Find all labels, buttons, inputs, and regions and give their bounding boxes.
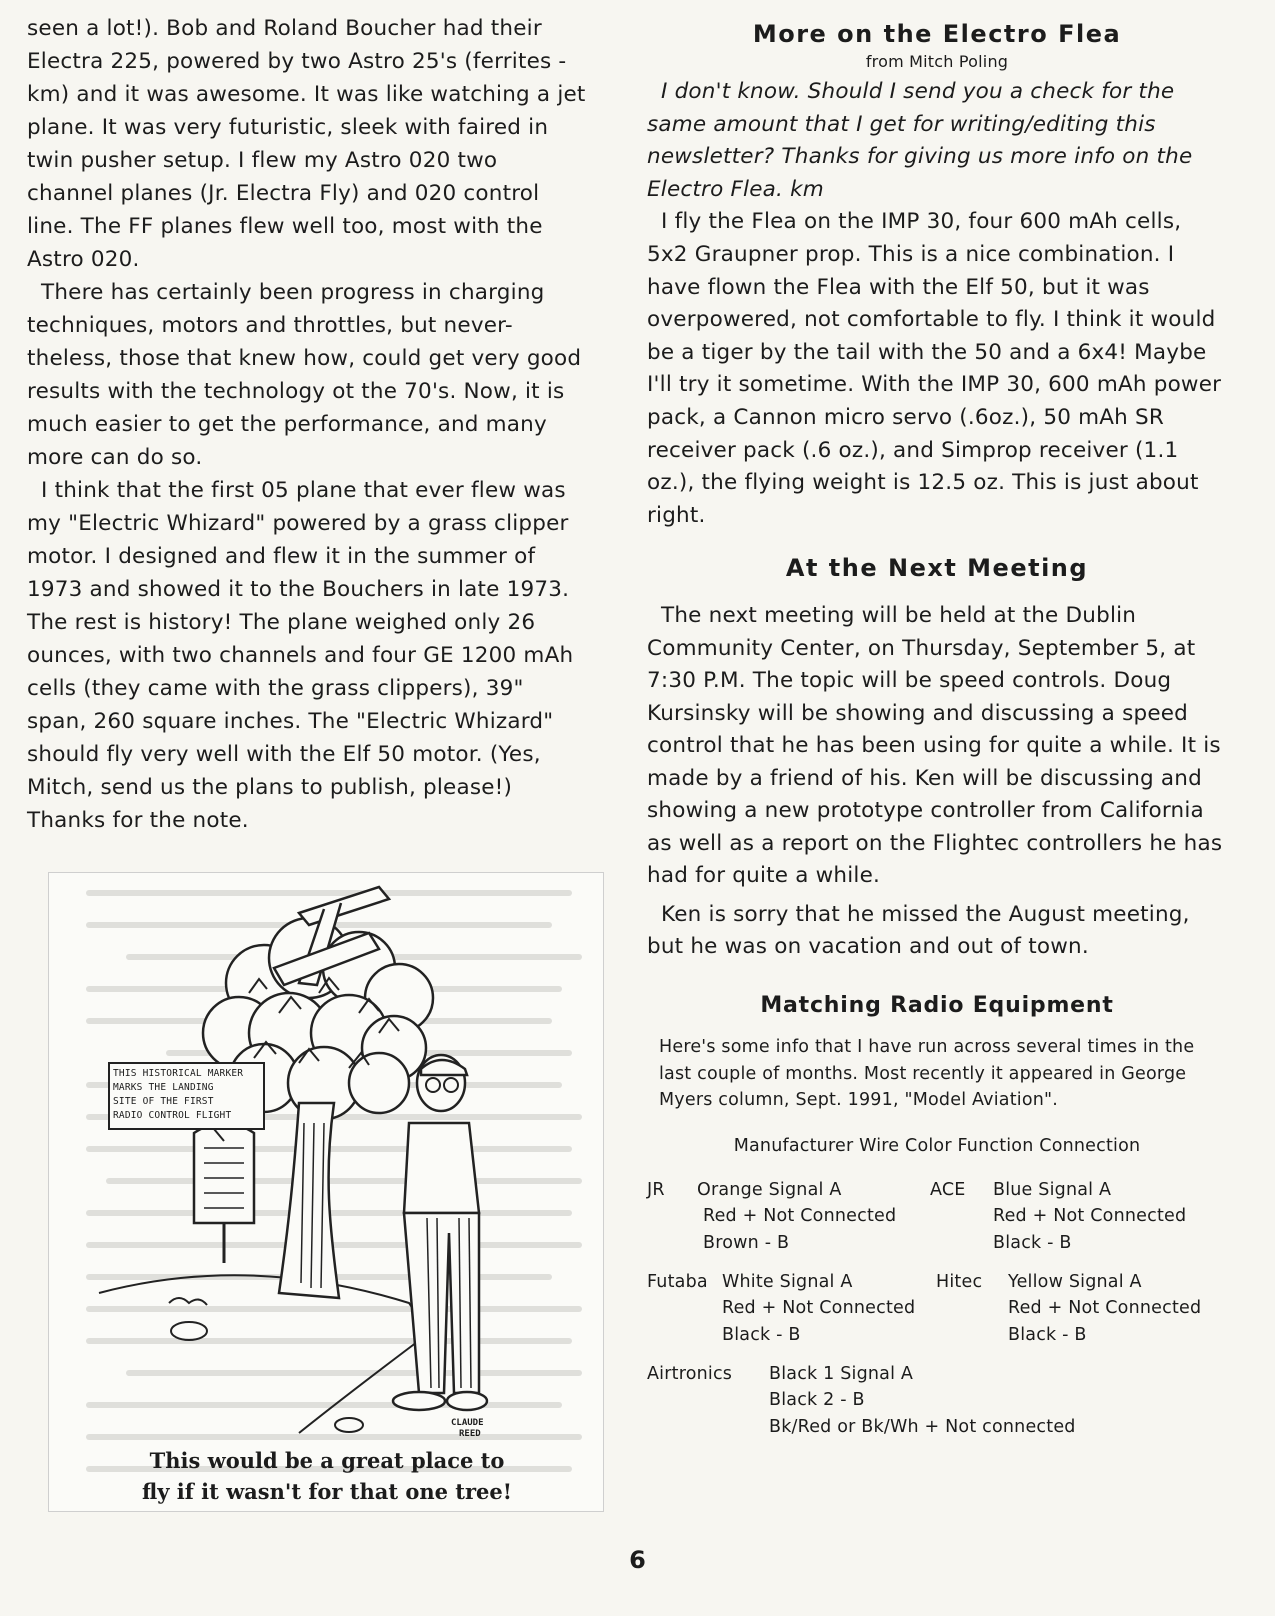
signature-line: CLAUDE	[451, 1418, 484, 1428]
radio-intro: Here's some info that I have run across several times in the last couple of months. Most recently it appeared in George Myers column, Sept. 1991, "Model Aviation".	[659, 1037, 1195, 1111]
editor-note: I don't know. Should I send you a check for the same amount that I get for writing/editing this newsletter? Thanks for giving us more info on the Electro Flea. km	[647, 79, 1193, 202]
wire-rows	[993, 1177, 1186, 1257]
wire-row: Black 2 - B	[769, 1390, 865, 1410]
wire-row: Red + Not Connected	[703, 1206, 897, 1226]
electro-flea-byline: from Mitch Poling	[865, 52, 1009, 71]
wire-row: Bk/Red or Bk/Wh + Not connected	[769, 1416, 1076, 1437]
marker-text-line: THIS HISTORICAL MARKER	[113, 1068, 244, 1079]
marker-text-line: RADIO CONTROL FLIGHT	[113, 1110, 232, 1121]
wire-rows	[769, 1361, 1076, 1441]
wire-row: Red + Not Connected	[1008, 1298, 1202, 1318]
wire-row: Blue Signal A	[993, 1179, 1112, 1200]
manufacturer-name: Hitec	[936, 1271, 983, 1292]
wire-rows	[697, 1177, 896, 1257]
manufacturer-name: ACE	[930, 1179, 966, 1200]
next-meeting-title: At the Next Meeting	[785, 554, 1089, 583]
wire-rows	[1008, 1269, 1201, 1349]
radio-table-header: Manufacturer Wire Color Function Connection	[733, 1135, 1141, 1156]
radio-wiring-table	[647, 1177, 1227, 1447]
caption-line-1: This would be a great place to	[149, 1448, 505, 1473]
wire-row: Orange Signal A	[697, 1179, 842, 1200]
marker-callout-text	[113, 1067, 263, 1123]
meeting-paragraph-2: Ken is sorry that he missed the August meeting, but he was on vacation and out of town.	[647, 901, 1190, 960]
wire-row: White Signal A	[722, 1271, 853, 1292]
manufacturer-name: Futaba	[647, 1271, 708, 1292]
electro-flea-body: I fly the Flea on the IMP 30, four 600 mAh cells, 5x2 Graupner prop. This is a nice combination. I have flown the Flea with the Elf 50, but it was overpowered, not comfortable to fly. I think it would be a tiger by the tail with the 50 and a 6x4! Maybe I'll try it sometime. With the IMP 30, 600 mAh power pack, a Cannon micro servo (.6oz.), 50 mAh SR receiver pack (.6 oz.), and Simprop receiver (1.1 oz.), the flying weight is 12.5 oz. This is just about right.	[647, 209, 1222, 528]
manufacturer-name: Airtronics	[647, 1363, 733, 1384]
radio-equipment-title: Matching Radio Equipment	[760, 992, 1114, 1018]
left-paragraph-2: There has certainly been progress in charging techniques, motors and throttles, but never-theless, those that knew how, could get very good results with the technology ot the 70's. Now, it is much easier to get the performance, and many more can do so.	[27, 280, 582, 470]
wire-row: Black - B	[1008, 1324, 1087, 1345]
cartoon-caption	[49, 1445, 604, 1507]
page-number: 6	[629, 1546, 646, 1574]
wire-row: Black 1 Signal A	[769, 1363, 914, 1384]
wire-row: Black - B	[722, 1324, 801, 1345]
signature-line: REED	[459, 1429, 481, 1439]
manufacturer-name: JR	[647, 1179, 665, 1200]
wire-row: Brown - B	[703, 1232, 790, 1253]
cartoon-illustration	[48, 872, 604, 1512]
caption-line-2: fly if it wasn't for that one tree!	[142, 1479, 512, 1504]
wire-row: Red + Not Connected	[993, 1206, 1187, 1226]
left-paragraph-3: I think that the first 05 plane that ever flew was my "Electric Whizard" powered by a grass clipper motor. I designed and flew it in the summer of 1973 and showed it to the Bouchers in late 1973. The rest is history! The plane weighed only 26 ounces, with two channels and four GE 1200 mAh cells (they came with the grass clippers), 39" span, 260 square inches. The "Electric Whizard" should fly very well with the Elf 50 motor. (Yes, Mitch, send us the plans to publish, please!) Thanks for the note.	[27, 478, 574, 833]
wire-row: Yellow Signal A	[1008, 1271, 1142, 1292]
meeting-paragraph-1: The next meeting will be held at the Dublin Community Center, on Thursday, September 5, at 7:30 P.M. The topic will be speed controls. Doug Kursinsky will be showing and discussing a speed control that he has been using for quite a while. It is made by a friend of his. Ken will be discussing and showing a new prototype controller from California as well as a report on the Flightec controllers he has had for quite a while.	[647, 603, 1223, 889]
right-column	[647, 18, 1227, 1447]
wire-rows	[722, 1269, 915, 1349]
wire-row: Red + Not Connected	[722, 1298, 916, 1318]
left-column	[27, 12, 587, 837]
wire-row: Black - B	[993, 1232, 1072, 1253]
marker-text-line: MARKS THE LANDING	[113, 1082, 214, 1093]
electro-flea-title: More on the Electro Flea	[752, 20, 1122, 48]
artist-signature	[451, 1418, 484, 1440]
next-meeting-section	[647, 600, 1227, 964]
cartoon-drawing	[49, 873, 604, 1512]
left-paragraph-1: seen a lot!). Bob and Roland Boucher had their Electra 225, powered by two Astro 25's (ferrites - km) and it was awesome. It was like watching a jet plane. It was very futuristic, sleek with faired in twin pusher setup. I flew my Astro 020 two channel planes (Jr. Electra Fly) and 020 control line. The FF planes flew well too, most with the Astro 020.	[27, 16, 586, 272]
marker-text-line: SITE OF THE FIRST	[113, 1096, 214, 1107]
